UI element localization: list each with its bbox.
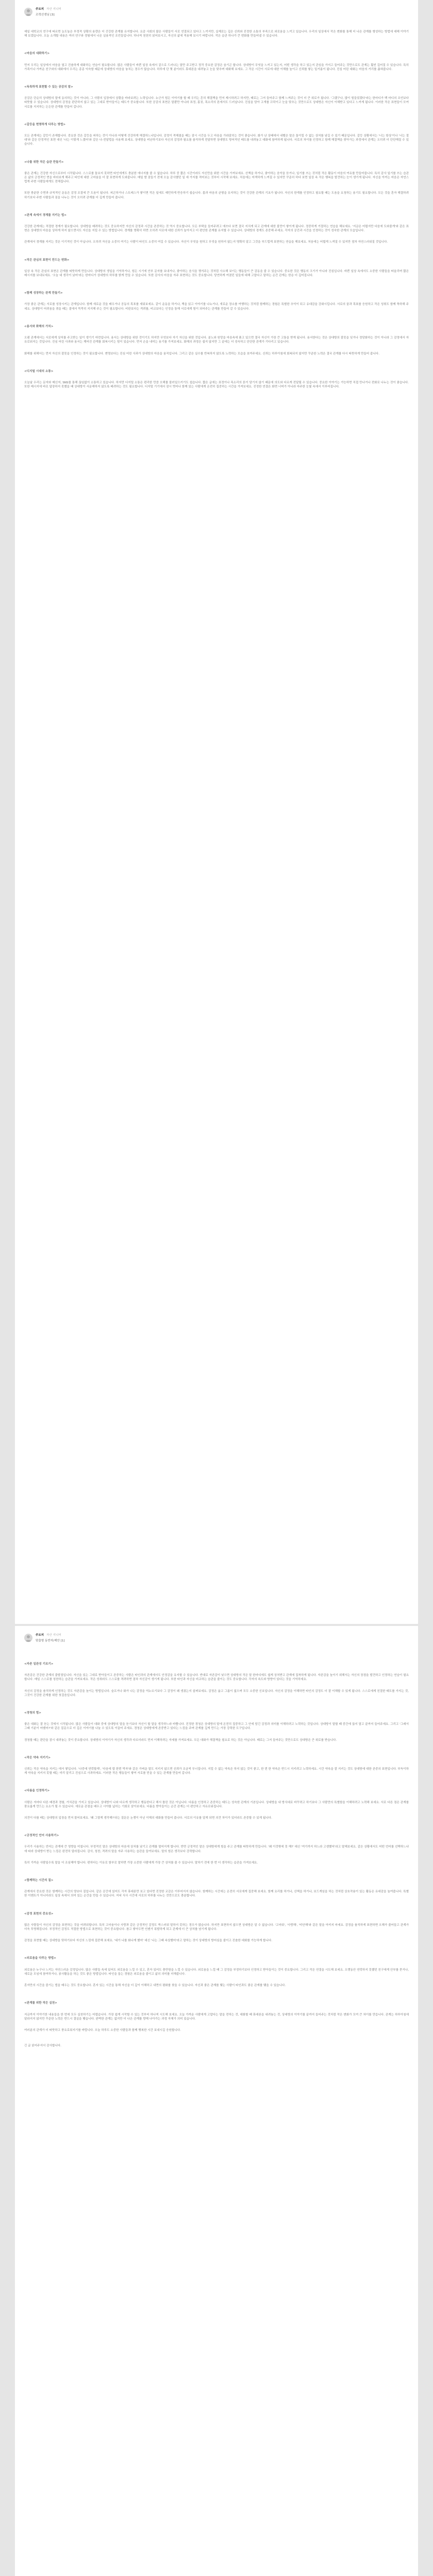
author-name[interactable]: 주토피	[36, 8, 44, 11]
section-title: <디지털 시대의 소통>	[24, 369, 54, 373]
section-paragraph: 관계에서 중요한 것은 함께하는 시간의 양보다 질입니다. 같은 공간에 있어도 각자 휴대폰만 보고 있다면 진정한 교감은 이루어지지 않습니다. 함께하는 시간에는 온전히 서로에게 집중해 보세요. 함께 요리를 하거나, 산책을 하거나, 보드게임을 하는 것처럼 상호작용이 있는 활동은 유대감을 높여줍니다. 특별한 이벤트가 아니더라도 일상 속에서 의미 있는 순간을 만들 수 있습니다. 저녁 식사 시간에 서로의 하루를 나누는 것만으로도 충분합니다.	[24, 1890, 409, 1898]
section-paragraph: 신뢰는 작은 약속을 지키는 데서 쌓입니다. '나중에 연락할게', '다음에 밥 한번 먹자'와 같은 가벼운 말도 지키지 않으면 신뢰가 조금씩 무너집니다. 지킬 수 없는 약속은 하지 않는 것이 좋고, 한 번 한 약속은 반드시 지키려고 노력하세요. 시간 약속을 잘 지키는 것도 상대방에 대한 존중의 표현입니다. 부득이하게 약속을 지키지 못할 때는 미리 알리고 진심으로 사과하세요. 이러한 작은 행동들이 쌓여 서로를 믿을 수 있는 관계를 만들어 갑니다.	[24, 1768, 409, 1775]
section-paragraph: 모든 관계에는 갈등이 존재합니다. 중요한 것은 갈등을 피하는 것이 아니라 어떻게 건강하게 해결하느냐입니다. 감정이 격해졌을 때는 잠시 시간을 두고 마음을 가라앉히는 것이 좋습니다. 화가 난 상태에서 내뱉은 말은 돌이킬 수 없는 상처를 남길 수 있기 때문입니다. 갈등 상황에서는 '너는 항상'이나 '너는 절대'와 같은 단정적인 표현 대신 '나는 이렇게 느꼈어'와 같은 나-전달법을 사용해 보세요. 상대방을 비난하기보다 자신의 감정과 필요를 솔직하게 전달하면 상대방도 방어적인 태도를 내려놓고 대화에 참여하게 됩니다. 서로의 차이를 인정하고 함께 해결책을 찾아가는 과정에서 관계는 오히려 더 단단해질 수 있습니다.	[24, 134, 409, 146]
author-header	[24, 0, 409, 23]
section-paragraph: 우리가 사용하는 언어는 관계에 큰 영향을 미칩니다. 부정적인 말은 상대방의 마음에 상처를 남기고 관계를 멀어지게 합니다. 반면 긍정적인 말은 상대방에게 힘을 주고 관계를 따뜻하게 만듭니다. '왜 이것밖에 못 해?' 대신 '여기까지 하느라 고생했어'라고 말해보세요. 같은 상황에서도 어떤 언어를 선택하느냐에 따라 상대방이 받는 느낌은 완전히 달라집니다. 감사, 칭찬, 격려의 말을 자주 사용하는 습관을 들여보세요. 말의 힘은 생각보다 강력합니다.	[24, 1845, 409, 1853]
section-paragraph: 오늘날 우리는 문자와 메신저, SNS를 통해 끊임없이 소통하고 있습니다. 하지만 디지털 소통은 편리한 만큼 오해를 불러일으키기도 쉽습니다. 짧은 글에는 표정이나 목소리의 톤이 담기지 않기 때문에 의도와 다르게 전달될 수 있습니다. 중요한 이야기는 가능하면 직접 만나거나 전화로 나누는 것이 좋습니다. 또한 메시지에 바로 답장하지 못했을 때 상대방이 서운해하지 않도록 배려하는 것도 필요합니다. 디지털 기기에서 잠시 벗어나 함께 있는 사람에게 온전히 집중하는 시간을 가져보세요. 진정한 연결은 화면 너머가 아니라 마주한 눈빛 속에서 이루어집니다.	[24, 381, 409, 389]
section-title: <감정 표현의 중요성>	[24, 1912, 54, 1916]
section-title: <용서와 화해의 가치>	[24, 325, 54, 328]
section-title: <함께하는 시간의 질>	[24, 1879, 54, 1883]
author-subtitle: 맞춤형 동반자/제안 [1]	[36, 1639, 65, 1643]
author-line	[36, 7, 61, 11]
section-paragraph: 좋은 대화는 잘 듣는 것에서 시작됩니다. 많은 사람들이 대화 중에 상대방의 말을 듣기보다 자신이 할 말을 생각하느라 바쁩니다. 진정한 경청은 상대방의 말에 온전히 집중하고 그 안에 담긴 감정과 의미를 이해하려고 노력하는 것입니다. 상대방이 말할 때 중간에 끊지 말고 끝까지 들어주세요. 그리고 '그래서 그때 기분이 어땠어?'와 같은 질문으로 더 깊은 이야기를 나눌 수 있도록 이끌어 주세요. 경청은 상대방에게 존중받고 있다는 느낌을 주며 관계를 깊게 만드는 가장 강력한 도구입니다.	[24, 1723, 409, 1731]
section-paragraph: 관계에서 경계를 지키는 것은 이기적인 것이 아닙니다. 오히려 자신을 소중히 여기는 사람이 타인도 소중히 여길 수 있습니다. 자신이 무엇을 원하고 무엇을 원하지 않는지 명확히 알고 그것을 부드럽게 표현하는 연습을 해보세요. 처음에는 어렵게 느껴질 수 있지만 점차 자연스러워질 것입니다.	[24, 241, 388, 244]
user-icon	[24, 8, 32, 16]
intro-paragraph: 예일 대학교의 연구에 따르면 농도높은 부정적 상황의 용량은 더 건강한 관계를 유지합니다. 요즘 사회의 많은 사람들이 서로 연결되고 있다고 느끼지만, 실제로는 깊은 신뢰와 진정한 소통의 부족으로 외로움을 느끼고 있습니다. 우리의 일상에서 작은 변화를 통해 더 나은 관계를 형성하는 방법에 대해 이야기해 보겠습니다. 오늘 소개할 내용은 여러 연구와 경험에서 나온 실용적인 조언들입니다. 하나씩 천천히 읽어보시고, 자신의 삶에 적용해 보시기 바랍니다. 작은 습관 하나가 큰 변화를 만들어낼 수 있습니다.	[24, 30, 409, 38]
section-paragraph: 화해를 위해서는 먼저 자신의 잘못을 인정하는 것이 필요합니다. 변명보다는 진심 어린 사과가 상대방의 마음을 움직입니다. 그리고 같은 실수를 반복하지 않도록 노력하는 모습을 보여주세요. 신뢰는 하루아침에 회복되지 않지만 꾸준한 노력은 결국 관계를 다시 따뜻하게 만들어 줍니다.	[24, 352, 379, 355]
section-paragraph: 경청할 때는 판단을 잠시 내려놓는 것이 중요합니다. 상대방의 이야기가 자신의 생각과 다르더라도 먼저 이해하려는 자세를 가져보세요. 모든 대화가 해결책을 필요로 하는 것은 아닙니다. 때로는 그저 들어주는 것만으로도 상대방은 큰 위로를 받습니다.	[24, 1738, 337, 1742]
section-title: <관계 속에서 경계를 지키는 법>	[24, 213, 67, 217]
author-info	[36, 7, 61, 17]
section-title: <갈등을 현명하게 다루는 방법>	[24, 123, 66, 126]
section-title: <마음의 대화하기>	[24, 52, 50, 56]
section-paragraph: 일상 속 작은 관심의 표현은 관계를 따뜻하게 만듭니다. 상대방의 생일을 기억하거나, 힘든 시기에 안부 문자를 보내거나, 좋아하는 음식을 챙겨주는 것처럼 사소해 보이는 행동들이 큰 감동을 줄 수 있습니다. 중요한 것은 행동의 크기가 아니라 진심입니다. 바쁜 일상 속에서도 소중한 사람들을 떠올리며 짧은 메시지를 보내보세요. '오늘 네 생각이 났어'라는 한마디가 상대방의 하루를 밝게 만들 수 있습니다. 또한 감사의 마음을 자주 표현하는 것도 중요합니다. 당연하게 여겼던 일들에 대해 고맙다고 말하는 순간 관계는 한층 더 깊어집니다.	[24, 269, 409, 278]
author-info	[36, 1633, 65, 1643]
section-paragraph: 외로움은 누구나 느끼는 자연스러운 감정입니다. 많은 사람들 속에 있어도 외로움을 느낄 수 있고, 혼자 있어도 충만함을 느낄 수 있습니다. 외로움을 느낄 때 그 감정을 부정하기보다 인정하고 받아들이는 것이 중요합니다. 그리고 작은 연결을 시도해 보세요. 오랫동안 연락하지 못했던 친구에게 안부를 묻거나, 새로운 모임에 참여하거나, 봉사활동을 하는 것도 좋은 방법입니다. 타인을 돕는 경험은 외로움을 줄이고 삶의 의미를 더해줍니다.	[24, 1968, 409, 1976]
author-line	[36, 1633, 65, 1637]
section-title: <관계를 위한 작은 실천>	[24, 2002, 57, 2005]
section-paragraph: 의견이 다를 때는 상대방의 입장을 먼저 물어보세요. '왜 그렇게 생각해?'라는 질문은 논쟁이 아닌 이해의 대화를 만들어 줍니다. 서로의 이유를 알게 되면 의견 차이가 있더라도 존중할 수 있게 됩니다.	[24, 1817, 272, 1820]
section-paragraph: 혼자만의 시간을 즐기는 법을 배우는 것도 중요합니다. 혼자 있는 시간을 통해 자신을 더 깊이 이해하고 내면의 평화를 찾을 수 있습니다. 자신과 좋은 관계를 맺는 사람이 타인과도 좋은 관계를 맺을 수 있습니다.	[24, 1984, 286, 1988]
section-title: <다름을 인정하기>	[24, 1789, 50, 1793]
section-paragraph: 공감은 단순히 상대방의 말에 동의하는 것이 아니라, 그 사람의 입장에서 상황을 바라보려는 노력입니다. 누군가 힘든 이야기를 할 때 우리는 흔히 해결책을 먼저 제시하려고 하지만, 때로는 그저 들어주고 함께 느껴주는 것이 더 큰 위로가 됩니다. '그랬구나, 많이 힘들었겠다'라는 한마디가 백 마디의 조언보다 따뜻할 수 있습니다. 상대방의 감정을 판단하지 않고 있는 그대로 받아들이는 태도가 중요합니다. 또한 공감의 표현은 말뿐만 아니라 표정, 몸짓, 목소리의 톤에서도 드러납니다. 진심을 담아 고개를 끄덕이고 눈을 맞추는 것만으로도 상대방은 자신이 이해받고 있다고 느끼게 됩니다. 이러한 작은 표현들이 모여 서로를 지지하는 든든한 관계를 만들어 갑니다.	[24, 97, 409, 109]
section-paragraph: 사람은 저마다 다른 배경과 경험, 가치관을 가지고 있습니다. 상대방이 나와 다르게 생각하고 행동한다고 해서 틀린 것은 아닙니다. 다름을 인정하고 존중하는 태도는 성숙한 관계의 기본입니다. 상대방을 내 방식대로 바꾸려고 하기보다 그 사람만의 특별함을 이해하려고 노력해 보세요. 서로 다른 점은 관계를 풍요롭게 만드는 요소가 될 수 있습니다. 새로운 관점을 배우고 시야를 넓히는 기회로 삼아보세요. 다름을 받아들이는 순간 관계는 더 편안하고 자유로워집니다.	[24, 1801, 409, 1808]
section-paragraph: 지금까지 이야기한 내용들을 한 번에 모두 실천하기는 어렵습니다. 가장 쉽게 시작할 수 있는 것부터 하나씩 시도해 보세요. 오늘 가까운 사람에게 고맙다는 말을 전하는 것, 대화할 때 휴대폰을 내려놓는 것, 상대방의 이야기를 끝까지 들어주는 것처럼 작은 변화가 모여 큰 차이를 만듭니다. 관계는 하루아침에 달라지지 않지만 꾸준한 노력은 반드시 결실을 맺습니다. 완벽한 관계는 없지만 더 나은 관계를 향해 나아가는 과정 자체가 의미 있습니다.	[24, 2013, 409, 2021]
section-title: <독특하게 표현할 수 있는 공감의 말>	[24, 86, 73, 89]
author-subtitle: 조력선생님 [3]	[36, 13, 55, 17]
post-card-2	[15, 1626, 418, 2576]
section-title: <외로움을 다루는 방법>	[24, 1957, 56, 1960]
section-title: <작은 관심의 표현이 만드는 변화>	[24, 258, 70, 262]
author-badge: 자산 지니어	[46, 8, 61, 11]
section-paragraph: 좋은 관계는 건강한 자신으로부터 시작됩니다. 스스로를 돌보지 못하면 타인에게도 충분한 에너지를 줄 수 없습니다. 하루 중 짧은 시간이라도 자신만을 위한 시간을 가져보세요. 산책을 하거나, 좋아하는 음악을 듣거나, 일기를 쓰는 것처럼 작은 활동이 마음의 여유를 만들어줍니다. 특히 감사 일기를 쓰는 습관은 삶의 긍정적인 면을 바라보게 해주고 타인에 대한 고마움을 더 잘 표현하게 도와줍니다. 매일 밤 잠들기 전에 오늘 감사했던 일 세 가지를 적어보는 것부터 시작해 보세요. 처음에는 어색하게 느껴질 수 있지만 꾸준히 하다 보면 일상 속 작은 행복을 발견하는 눈이 생기게 됩니다. 자신을 아끼는 마음은 자연스럽게 주변 사람들에게도 전해집니다.	[24, 172, 409, 184]
section-title: <나를 위한 작은 습관 만들기>	[24, 160, 64, 164]
section-paragraph: 많은 사람들이 자신의 감정을 표현하는 것을 어려워합니다. 특히 고마움이나 사랑과 같은 긍정적인 감정도 쑥스러워 말하지 못하는 경우가 많습니다. 하지만 표현하지 않으면 상대방은 알 수 없습니다. '고마워', '사랑해', '미안해'와 같은 말을 아끼지 마세요. 감정을 솔직하게 표현하면 오해가 줄어들고 관계가 더욱 투명해집니다. 부정적인 감정도 적절한 방법으로 표현하는 것이 중요합니다. 참고 쌓아두면 언젠가 폭발하게 되고 관계에 더 큰 상처를 남기게 됩니다.	[24, 1923, 409, 1931]
section-paragraph: 자신의 감정을 솔직하게 인정하는 것도 자존감을 높이는 방법입니다. 슬프거나 화가 나는 감정을 억누르기보다 그 감정이 왜 생겼는지 살펴보세요. 감정은 옳고 그름이 없으며 모두 소중한 신호입니다. 자신의 감정을 이해하면 타인의 감정도 더 잘 이해할 수 있게 됩니다. 스스로에게 친절한 태도를 가지는 것, 그것이 건강한 관계를 위한 첫걸음입니다.	[24, 1689, 409, 1697]
section-paragraph: 감정을 표현할 때는 상대방을 탓하기보다 자신의 느낌에 집중해 보세요. '네가 나를 화나게 했어' 대신 '나는 그때 속상했어'라고 말하는 것이 상대방의 방어심을 줄이고 진솔한 대화를 가능하게 합니다.	[24, 1939, 273, 1943]
user-icon	[24, 1634, 32, 1642]
author-header	[24, 1626, 409, 1649]
section-paragraph: 또한 충분한 수면과 규칙적인 운동은 감정 조절에 큰 도움이 됩니다. 피곤하거나 스트레스가 쌓이면 작은 일에도 예민하게 반응하기 쉽습니다. 몸과 마음의 균형을 유지하는 것이 건강한 관계의 기초가 됩니다. 자신의 한계를 인정하고 필요할 때는 도움을 요청하는 용기도 필요합니다. 모든 것을 혼자 해결하려 하기보다 주변 사람들과 짐을 나누는 것이 오히려 관계를 더 깊게 만들어 줍니다.	[24, 192, 409, 199]
section-title: <작은 약속 지키기>	[24, 1756, 51, 1759]
avatar[interactable]	[24, 8, 32, 16]
avatar[interactable]	[24, 1634, 32, 1642]
post-card-1	[15, 0, 418, 1624]
section-paragraph: 가장 좋은 관계는 서로를 성장시키는 관계입니다. 함께 새로운 것을 배우거나 공동의 목표를 세워보세요. 같이 운동을 하거나, 책을 읽고 이야기를 나누거나, 새로운 장소를 여행하는 것처럼 함께하는 경험은 특별한 추억이 되고 유대감을 강화시킵니다. 서로의 꿈과 목표를 응원하고 작은 성취도 함께 축하해 주세요. 상대방이 어려움을 겪을 때는 곁에서 묵묵히 지지해 주는 것이 필요합니다. 비판보다는 격려를, 비교보다는 인정을 통해 서로에게 힘이 되어주는 관계를 만들어 갈 수 있습니다.	[24, 303, 409, 311]
author-name[interactable]: 주토피	[36, 1634, 44, 1637]
section-title: <자존 일관성 기르기>	[24, 1663, 54, 1666]
author-badge: 자산 지니어	[46, 1634, 61, 1637]
closing-line: 긴 글 읽어주셔서 감사합니다.	[24, 2044, 61, 2048]
section-title: <긍정적인 언어 사용하기>	[24, 1834, 59, 1838]
section-paragraph: 오랜 관계에서는 서로에게 상처를 주고받는 일이 생기기 마련입니다. 용서는 상대방을 위한 것이기도 하지만 무엇보다 자기 자신을 위한 것입니다. 분노와 원망을 마음속에 품고 있으면 결국 자신이 가장 큰 고통을 받게 됩니다. 용서한다는 것은 상대방의 잘못을 잊거나 정당화하는 것이 아니라 그 감정에서 자유로워지는 것입니다. 진심 어린 사과와 용서는 깨어진 관계를 회복시키는 힘이 있습니다. 먼저 손을 내미는 용기를 가져보세요. 화해의 과정은 쉽지 않지만 그 끝에는 더 성숙하고 단단한 관계가 기다리고 있습니다.	[24, 336, 409, 344]
section-paragraph: 건강한 관계에는 적절한 경계가 필요합니다. 상대방을 배려하는 것도 중요하지만 자신의 감정과 시간을 존중하는 것 역시 중요합니다. 모든 부탁을 들어주려고 애쓰다 보면 결국 지치게 되고 관계에 대한 불만이 쌓이게 됩니다. 정중하게 거절하는 연습을 해보세요. '지금은 어렵지만 다음에 도와줄게'와 같은 표현은 상대방의 마음을 상하게 하지 않으면서도 자신을 지킬 수 있는 방법입니다. 경계를 명확히 하면 오히려 서로에 대한 신뢰가 높아지고 더 편안한 관계를 유지할 수 있습니다. 상대방의 경계도 존중해 주세요. 각자의 공간과 시간을 인정하는 것이 성숙한 관계의 모습입니다.	[24, 225, 409, 233]
section-paragraph: 먼저 우리는 일상에서 마음을 열고 진솔하게 대화하는 연습이 필요합니다. 많은 사람들이 바쁜 일상 속에서 겉으로 드러나는 말만 주고받고 정작 중요한 감정은 숨기곤 합니다. 상대방이 무엇을 느끼고 있는지, 어떤 생각을 하고 있는지 관심을 가지고 들어주는 것만으로도 관계는 훨씬 깊어질 수 있습니다. 특히 가족이나 가까운 친구와의 대화에서 우리는 종종 익숙함 때문에 상대방의 마음을 놓치는 경우가 많습니다. 하루에 단 몇 분이라도 휴대폰을 내려놓고 눈을 맞추며 대화해 보세요. 그 작은 시간이 서로에 대한 이해를 높이고 신뢰를 쌓는 밑거름이 됩니다. 진심 어린 대화는 마음의 거리를 좁혀줍니다.	[24, 63, 409, 71]
section-paragraph: 특히 가까운 사람일수록 말을 더 조심해야 합니다. 편하다는 이유로 함부로 말하면 가장 소중한 사람에게 가장 큰 상처를 줄 수 있습니다. 말하기 전에 한 번 더 생각하는 습관을 가져보세요.	[24, 1861, 258, 1865]
section-paragraph: 여러분의 관계가 더 따뜻하고 풍요로워지기를 바랍니다. 오늘 하루도 소중한 사람들과 함께 행복한 시간 보내시길 응원합니다.	[24, 2028, 181, 2032]
section-title: <경청의 힘>	[24, 1711, 41, 1715]
section-title: <함께 성장하는 관계 만들기>	[24, 292, 63, 295]
section-paragraph: 자존감은 건강한 관계의 출발점입니다. 자신을 있는 그대로 받아들이고 존중하는 사람은 타인과의 관계에서도 안정감을 유지할 수 있습니다. 반대로 자존감이 낮으면 상대방의 작은 말 한마디에도 쉽게 상처받고 관계에 집착하게 됩니다. 자존감을 높이기 위해서는 자신의 장점을 발견하고 인정하는 연습이 필요합니다. 매일 스스로를 칭찬하는 습관을 가져보세요. 작은 성취라도 스스로를 격려하면 점차 자신감이 생기게 됩니다. 또한 타인과 자신을 비교하는 습관을 줄이는 것도 중요합니다. 각자의 속도와 방향이 있다는 것을 기억하세요.	[24, 1674, 409, 1682]
